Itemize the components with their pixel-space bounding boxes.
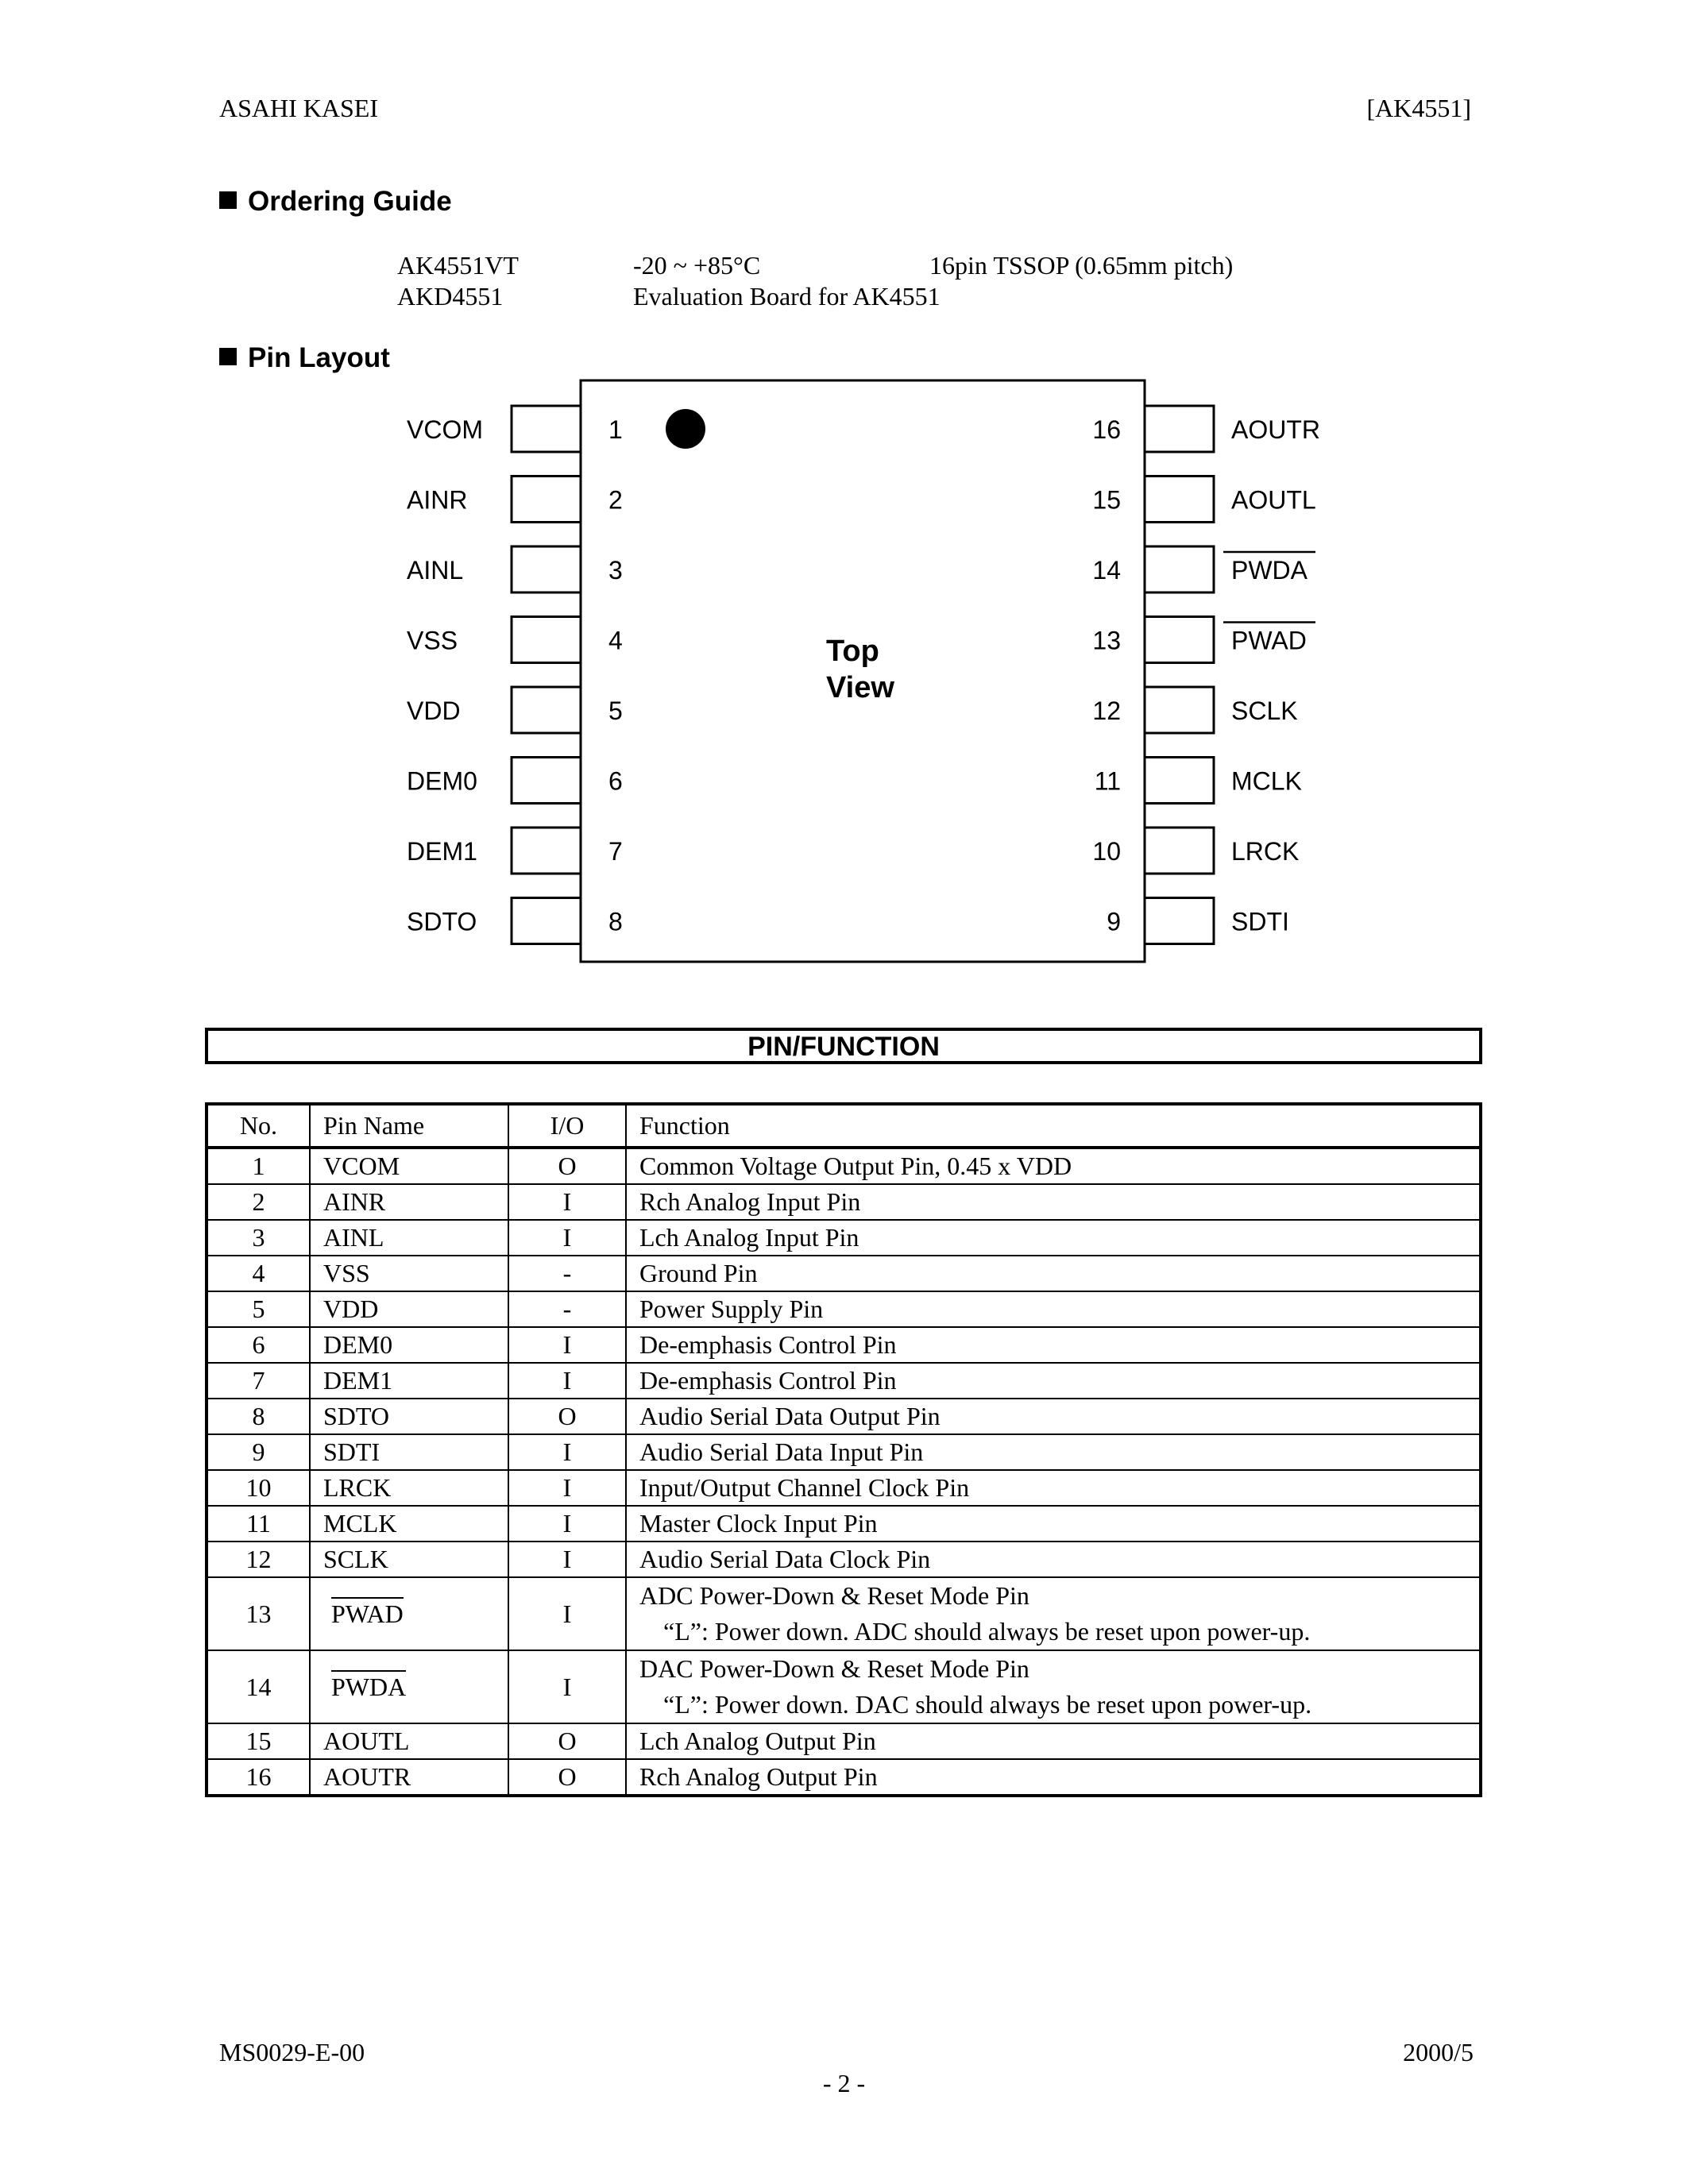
pin-label-left: AINR <box>407 485 468 515</box>
ordering-part-1: AK4551VT <box>397 251 519 280</box>
cell-no: 3 <box>207 1220 310 1256</box>
pin-number-left: 5 <box>608 696 623 725</box>
cell-function <box>626 1399 1481 1434</box>
cell-no: 2 <box>207 1184 310 1220</box>
cell-pin-name: DEM1 <box>310 1363 508 1399</box>
pin-lead-right <box>1145 898 1214 944</box>
function-line-2: “L”: Power down. DAC should always be reset upon power-up. <box>663 1690 1312 1719</box>
table-row <box>207 1399 1481 1434</box>
cell-no: 9 <box>207 1434 310 1470</box>
pin-number-right: 11 <box>1094 766 1121 796</box>
cell-io: I <box>508 1184 626 1220</box>
function-line-1: De-emphasis Control Pin <box>639 1330 897 1359</box>
cell-no: 4 <box>207 1256 310 1291</box>
cell-io: - <box>508 1291 626 1327</box>
pin-lead-left <box>512 758 581 804</box>
table-row <box>207 1291 1481 1327</box>
function-line-1: Rch Analog Output Pin <box>639 1762 878 1791</box>
function-line-2: “L”: Power down. ADC should always be reset upon power-up. <box>663 1617 1311 1646</box>
function-line-1: Lch Analog Input Pin <box>639 1223 859 1252</box>
col-header-no: No. <box>207 1104 310 1148</box>
cell-io: I <box>508 1542 626 1577</box>
pin-label-left: VSS <box>407 626 458 655</box>
pin-number-right: 13 <box>1092 626 1121 655</box>
cell-function <box>626 1470 1481 1506</box>
table-row <box>207 1759 1481 1796</box>
cell-function <box>626 1506 1481 1542</box>
pin-number-left: 8 <box>608 907 623 936</box>
cell-pin-name: AOUTL <box>310 1723 508 1759</box>
pin-number-left: 6 <box>608 766 623 796</box>
cell-no: 6 <box>207 1327 310 1363</box>
cell-io: O <box>508 1759 626 1796</box>
cell-pin-name: AINL <box>310 1220 508 1256</box>
cell-pin-name: AINR <box>310 1184 508 1220</box>
pin1-marker-dot <box>666 409 705 449</box>
function-line-1: Rch Analog Input Pin <box>639 1187 861 1216</box>
col-header-function: Function <box>626 1104 1481 1148</box>
table-row <box>207 1220 1481 1256</box>
cell-io: I <box>508 1506 626 1542</box>
cell-function <box>626 1650 1481 1723</box>
top-view-label-2: View <box>826 671 894 704</box>
pin-label-right: SDTI <box>1231 907 1289 936</box>
cell-function <box>626 1759 1481 1796</box>
function-line-1: ADC Power-Down & Reset Mode Pin <box>639 1581 1029 1610</box>
table-header-row <box>207 1104 1481 1148</box>
cell-function <box>626 1577 1481 1650</box>
pin-layout-title: Pin Layout <box>248 342 390 373</box>
table-row <box>207 1577 1481 1650</box>
pin-number-right: 12 <box>1092 696 1121 725</box>
cell-pin-name: AOUTR <box>310 1759 508 1796</box>
function-line-1: Input/Output Channel Clock Pin <box>639 1473 970 1502</box>
table-row <box>207 1723 1481 1759</box>
table-row <box>207 1434 1481 1470</box>
cell-io: O <box>508 1723 626 1759</box>
pin-label-left: DEM1 <box>407 837 477 866</box>
cell-pin-name: SDTI <box>310 1434 508 1470</box>
pin-lead-left <box>512 687 581 733</box>
cell-function <box>626 1363 1481 1399</box>
ordering-guide-title: Ordering Guide <box>248 186 452 217</box>
cell-function <box>626 1184 1481 1220</box>
cell-io: O <box>508 1399 626 1434</box>
pin-label-right: SCLK <box>1231 696 1298 725</box>
ordering-desc-2: Evaluation Board for AK4551 <box>633 282 941 311</box>
pin-number-left: 2 <box>608 485 623 515</box>
pin-label-right: PWDA <box>1231 556 1308 585</box>
pin-number-right: 16 <box>1092 415 1121 444</box>
ordering-part-2: AKD4551 <box>397 282 504 311</box>
table-row <box>207 1184 1481 1220</box>
pin-label-left: VCOM <box>407 415 483 444</box>
function-line-1: Audio Serial Data Clock Pin <box>639 1545 931 1573</box>
cell-function <box>626 1220 1481 1256</box>
cell-function <box>626 1291 1481 1327</box>
pin-number-left: 3 <box>608 556 623 585</box>
pin-label-left: SDTO <box>407 907 477 936</box>
pin-label-right: AOUTL <box>1231 485 1316 515</box>
pin-label-left: AINL <box>407 556 464 585</box>
ordering-package-1: 16pin TSSOP (0.65mm pitch) <box>929 251 1234 280</box>
cell-pin-name <box>310 1650 508 1723</box>
cell-io: I <box>508 1327 626 1363</box>
pin-number-right: 9 <box>1107 907 1121 936</box>
pin-lead-right <box>1145 546 1214 592</box>
pin-label-right: PWAD <box>1231 626 1307 655</box>
cell-io: I <box>508 1650 626 1723</box>
function-line-1: Master Clock Input Pin <box>639 1509 878 1538</box>
cell-io: O <box>508 1148 626 1184</box>
function-line-1: Audio Serial Data Input Pin <box>639 1437 924 1466</box>
function-line-1: Common Voltage Output Pin, 0.45 x VDD <box>639 1152 1072 1180</box>
pin-lead-right <box>1145 828 1214 874</box>
function-line-1: Lch Analog Output Pin <box>639 1727 876 1755</box>
header-part-number: [AK4551] <box>1366 94 1471 122</box>
cell-no: 10 <box>207 1470 310 1506</box>
cell-function <box>626 1256 1481 1291</box>
function-line-1: Power Supply Pin <box>639 1295 824 1323</box>
pin-lead-right <box>1145 617 1214 663</box>
table-row <box>207 1506 1481 1542</box>
cell-io: I <box>508 1434 626 1470</box>
pin-label-right: LRCK <box>1231 837 1300 866</box>
cell-pin-name: SCLK <box>310 1542 508 1577</box>
pin-lead-right <box>1145 477 1214 523</box>
cell-no: 15 <box>207 1723 310 1759</box>
pin-lead-left <box>512 406 581 452</box>
cell-pin-name: MCLK <box>310 1506 508 1542</box>
table-row <box>207 1650 1481 1723</box>
col-header-pin-name: Pin Name <box>310 1104 508 1148</box>
cell-no: 13 <box>207 1577 310 1650</box>
cell-pin-name: VCOM <box>310 1148 508 1184</box>
cell-io: I <box>508 1363 626 1399</box>
table-row <box>207 1327 1481 1363</box>
pin-lead-left <box>512 898 581 944</box>
header-company: ASAHI KASEI <box>219 94 378 122</box>
pin-label-left: VDD <box>407 696 461 725</box>
pin-number-right: 14 <box>1092 556 1121 585</box>
table-row <box>207 1470 1481 1506</box>
pin-number-right: 15 <box>1092 485 1121 515</box>
function-line-1: DAC Power-Down & Reset Mode Pin <box>639 1654 1029 1683</box>
pin-number-right: 10 <box>1092 837 1121 866</box>
cell-io: I <box>508 1577 626 1650</box>
cell-no: 1 <box>207 1148 310 1184</box>
ordering-desc-1: -20 ~ +85°C <box>633 251 761 280</box>
top-view-label-1: Top <box>826 635 879 668</box>
footer-date: 2000/5 <box>1403 2038 1474 2066</box>
table-row <box>207 1363 1481 1399</box>
cell-no: 14 <box>207 1650 310 1723</box>
pin-label-left: DEM0 <box>407 766 477 796</box>
footer-doc-id: MS0029-E-00 <box>219 2038 365 2066</box>
pin-layout-diagram <box>0 0 1688 1017</box>
function-line-1: Ground Pin <box>639 1259 758 1287</box>
cell-no: 8 <box>207 1399 310 1434</box>
cell-function <box>626 1434 1481 1470</box>
cell-io: I <box>508 1220 626 1256</box>
pin-lead-left <box>512 617 581 663</box>
cell-pin-name: DEM0 <box>310 1327 508 1363</box>
function-line-1: De-emphasis Control Pin <box>639 1366 897 1395</box>
cell-no: 12 <box>207 1542 310 1577</box>
cell-no: 5 <box>207 1291 310 1327</box>
cell-function <box>626 1148 1481 1184</box>
pin-function-title: PIN/FUNCTION <box>205 1028 1482 1064</box>
cell-function <box>626 1542 1481 1577</box>
pin-label-right: MCLK <box>1231 766 1302 796</box>
pin-number-left: 7 <box>608 837 623 866</box>
pin-function-table <box>205 1102 1482 1797</box>
cell-io: I <box>508 1470 626 1506</box>
pin-name-overbar: PWDA <box>331 1670 406 1700</box>
cell-pin-name: SDTO <box>310 1399 508 1434</box>
pin-number-left: 1 <box>608 415 623 444</box>
cell-function <box>626 1327 1481 1363</box>
cell-function <box>626 1723 1481 1759</box>
pin-lead-left <box>512 828 581 874</box>
function-line-1: Audio Serial Data Output Pin <box>639 1402 941 1430</box>
cell-no: 7 <box>207 1363 310 1399</box>
table-row <box>207 1542 1481 1577</box>
cell-no: 16 <box>207 1759 310 1796</box>
cell-pin-name: LRCK <box>310 1470 508 1506</box>
col-header-io: I/O <box>508 1104 626 1148</box>
cell-io: - <box>508 1256 626 1291</box>
cell-no: 11 <box>207 1506 310 1542</box>
pin-lead-right <box>1145 758 1214 804</box>
pin-label-right: AOUTR <box>1231 415 1320 444</box>
footer-page-number: - 2 - <box>822 2069 866 2097</box>
pin-number-left: 4 <box>608 626 623 655</box>
table-row <box>207 1148 1481 1184</box>
cell-pin-name: VDD <box>310 1291 508 1327</box>
pin-lead-right <box>1145 406 1214 452</box>
table-row <box>207 1256 1481 1291</box>
pin-lead-left <box>512 546 581 592</box>
cell-pin-name <box>310 1577 508 1650</box>
pin-name-overbar: PWAD <box>331 1597 404 1626</box>
cell-pin-name: VSS <box>310 1256 508 1291</box>
pin-lead-left <box>512 477 581 523</box>
pin-lead-right <box>1145 687 1214 733</box>
